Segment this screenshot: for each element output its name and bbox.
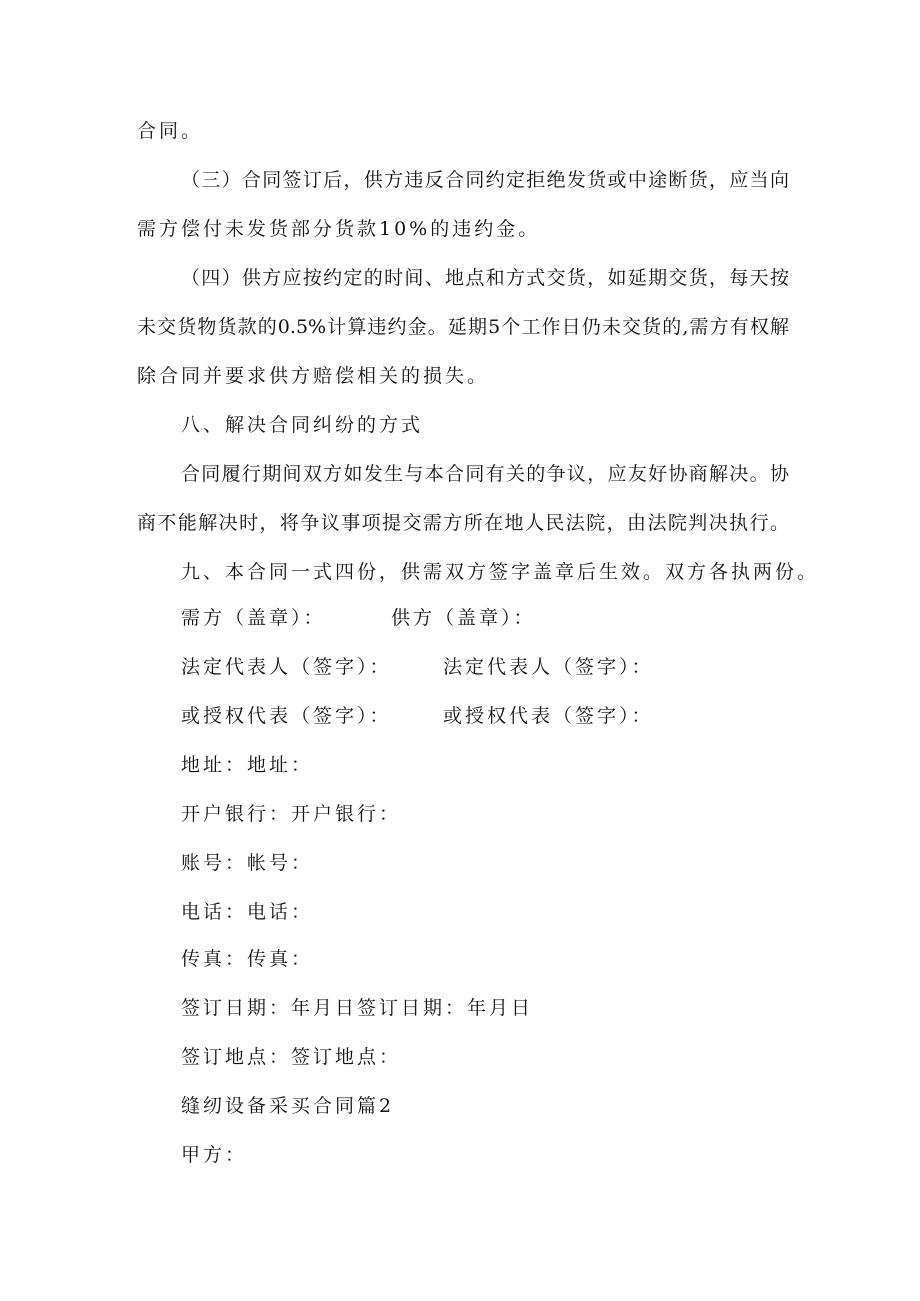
paragraph-line: 需方偿付未发货部分货款10%的违约金。 — [137, 218, 541, 240]
account-field: 账号：帐号： — [181, 852, 314, 874]
paragraph-line: 合同履行期间双方如发生与本合同有关的争议，应友好协商解决。协 — [181, 463, 789, 485]
fax-field: 传真：传真： — [181, 948, 314, 970]
paragraph-line: 除合同并要求供方赔偿相关的损失。 — [137, 365, 490, 387]
phone-field: 电话：电话： — [181, 901, 314, 923]
seller-legal-rep-label: 法定代表人（签字）： — [443, 656, 654, 678]
address-field: 地址：地址： — [181, 754, 314, 776]
paragraph-line: 合同。 — [137, 120, 204, 142]
buyer-legal-rep-label: 法定代表人（签字）： — [181, 656, 392, 678]
buyer-auth-rep-label: 或授权代表（签字）： — [181, 705, 392, 727]
paragraph-line: 商不能解决时，将争议事项提交需方所在地人民法院，由法院判决执行。 — [137, 512, 789, 534]
bank-field: 开户银行：开户银行： — [181, 803, 402, 825]
sign-place-field: 签订地点：签订地点： — [181, 1046, 402, 1068]
sign-date-field: 签订日期：年月日签订日期：年月日 — [181, 997, 534, 1019]
section-heading: 八、解决合同纠纷的方式 — [181, 414, 424, 436]
paragraph-line: （四）供方应按约定的时间、地点和方式交货，如延期交货，每天按 — [181, 267, 789, 289]
section-heading: 缝纫设备采买合同篇2 — [181, 1095, 395, 1117]
party-a-field: 甲方： — [181, 1144, 248, 1166]
paragraph-line: 九、本合同一式四份，供需双方签字盖章后生效。双方各执两份。 — [181, 561, 820, 583]
paragraph-line: 未交货物货款的0.5%计算违约金。延期5个工作日仍未交货的,需方有权解 — [137, 316, 789, 338]
buyer-seal-label: 需方（盖章）： — [181, 607, 326, 629]
paragraph-line: （三）合同签订后，供方违反合同约定拒绝发货或中途断货，应当向 — [181, 169, 789, 191]
seller-auth-rep-label: 或授权代表（签字）： — [443, 705, 654, 727]
seller-seal-label: 供方（盖章）： — [391, 607, 536, 629]
